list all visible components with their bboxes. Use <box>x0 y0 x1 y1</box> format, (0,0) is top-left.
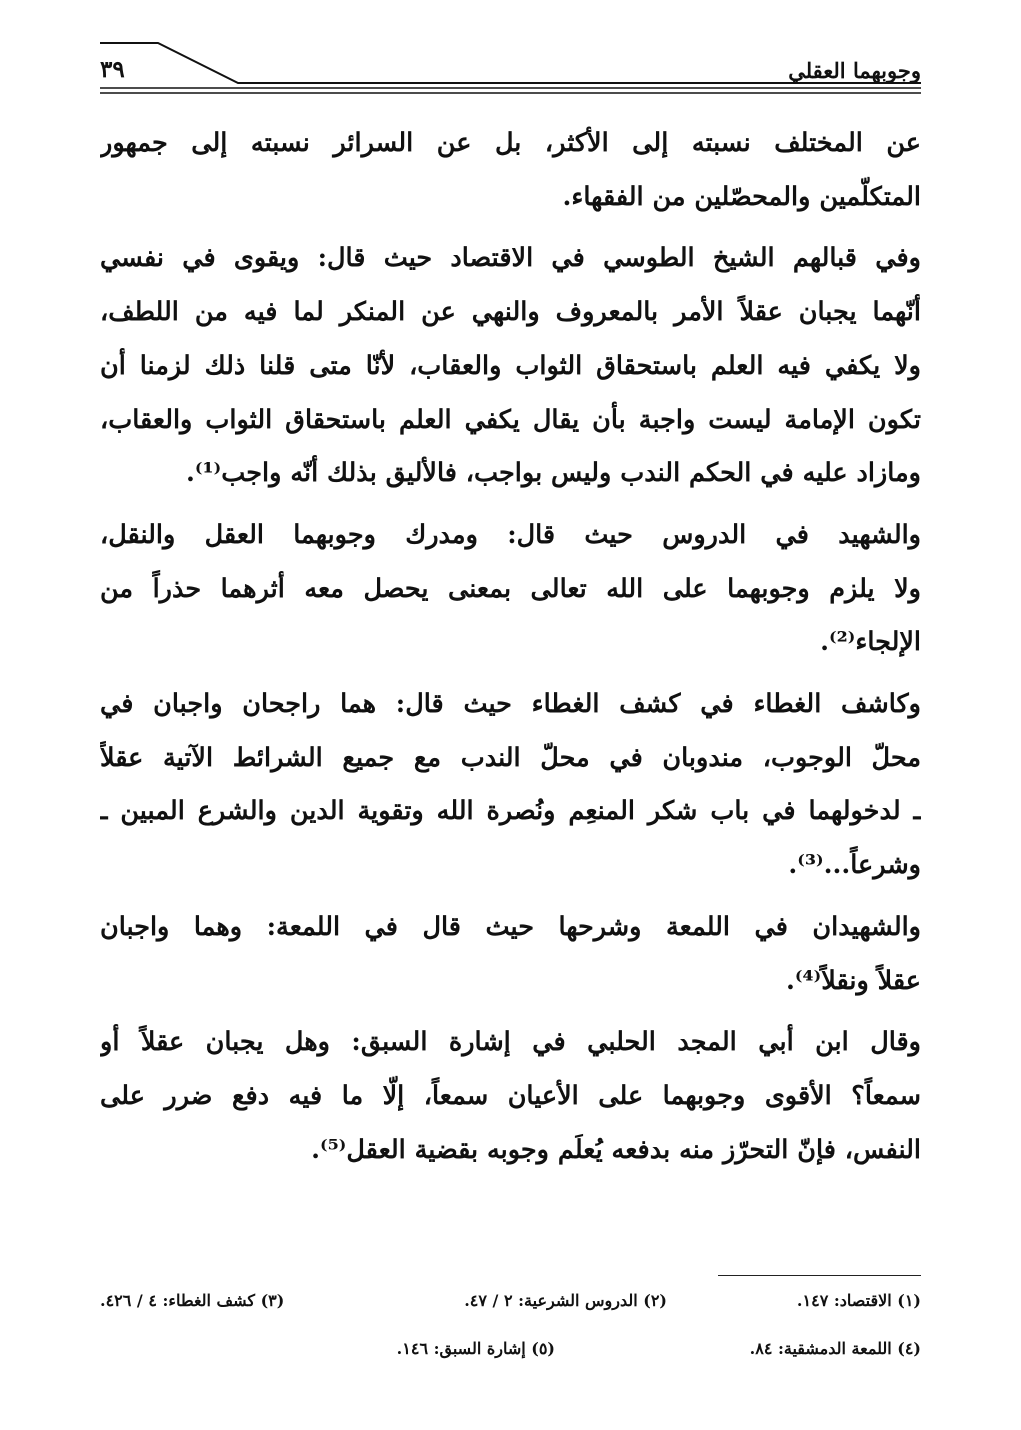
text-line: عن المختلف نسبته إلى الأكثر، بل عن السرائر نسبته إلى جمهور <box>100 128 921 158</box>
footnote-separator <box>718 1275 921 1276</box>
body-text <box>100 117 921 1177</box>
text-line: محلّ الوجوب، مندوبان في محلّ الندب مع جميع الشرائط الآتية عقلاً <box>100 742 921 773</box>
paragraph <box>100 117 921 224</box>
footnote-4: (٤) اللمعة الدمشقية: ٨٤. <box>749 1339 921 1358</box>
text-line: والشهيد في الدروس حيث قال: ومدرك وجوبهما العقل والنقل، <box>100 519 921 550</box>
text-line: ـ لدخولهما في باب شكر المنعِم ونُصرة الله وتقوية الدين والشرع المبين ـ <box>100 796 921 827</box>
text-line: ولا يلزم وجوبهما على الله تعالى بمعنى يحصل معه أثرهما حذراً من <box>100 573 921 604</box>
text-line: والشهيدان في اللمعة وشرحها حيث قال في اللمعة: وهما واجبان <box>100 911 921 942</box>
footnote-2: (٢) الدروس الشرعية: ٢ / ٤٧. <box>464 1291 667 1310</box>
text-line: وكاشف الغطاء في كشف الغطاء حيث قال: هما راجحان واجبان في <box>100 689 921 720</box>
paragraph <box>100 901 921 1008</box>
text-line: ولا يكفي فيه العلم باستحقاق الثواب والعقاب، لأنّا متى قلنا ذلك لزمنا أن <box>100 350 921 381</box>
text-line: النفس، فإنّ التحرّز منه بدفعه يُعلَم وجوبه بقضية العقل⁽⁵⁾. <box>311 1134 921 1165</box>
text-line: وشرعاً...⁽³⁾. <box>788 850 921 881</box>
running-title: وجوبهما العقلي <box>788 58 921 83</box>
text-line: المتكلّمين والمحصّلين من الفقهاء. <box>562 181 921 212</box>
text-line: وفي قبالهم الشيخ الطوسي في الاقتصاد حيث قال: ويقوى في نفسي <box>100 243 921 274</box>
text-line: سمعاً؟ الأقوى وجوبهما على الأعيان سمعاً، إلّا ما فيه دفع ضرر على <box>100 1080 921 1111</box>
page-number: ٣٩ <box>100 56 125 83</box>
text-line: الإلجاء⁽²⁾. <box>820 627 921 658</box>
footnote-3: (٣) كشف الغطاء: ٤ / ٤٢٦. <box>100 1291 285 1310</box>
footnote-1: (١) الاقتصاد: ١٤٧. <box>796 1291 921 1310</box>
text-line: ومازاد عليه في الحكم الندب وليس بواجب، فالأليق بذلك أنّه واجب⁽¹⁾. <box>185 458 921 489</box>
paragraph <box>100 1016 921 1177</box>
footnotes <box>100 1291 921 1371</box>
text-line: تكون الإمامة ليست واجبة بأن يقال يكفي العلم باستحقاق الثواب والعقاب، <box>100 404 921 435</box>
text-line: وقال ابن أبي المجد الحلبي في إشارة السبق: وهل يجبان عقلاً أو <box>100 1027 921 1058</box>
paragraph <box>100 678 921 893</box>
text-line: عقلاً ونقلاً⁽⁴⁾. <box>786 965 921 996</box>
footnote-5: (٥) إشارة السبق: ١٤٦. <box>396 1339 555 1358</box>
text-line: أنّهما يجبان عقلاً الأمر بالمعروف والنهي عن المنكر لما فيه من اللطف، <box>100 297 921 328</box>
page-header <box>100 40 921 96</box>
paragraph <box>100 232 921 501</box>
paragraph <box>100 509 921 670</box>
